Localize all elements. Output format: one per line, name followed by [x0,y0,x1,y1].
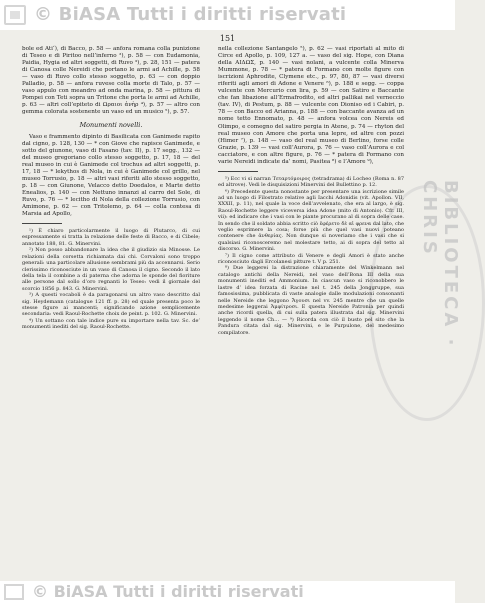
top-banner [0,0,455,30]
right-column [218,46,404,574]
footnote: ⁵) Ecc vi si narran Τεταρτόμοιρος (tetradrama) di Locheo (Roma n. 87 ed altrove). Vedi le disquisizioni Minervini del Bullettino p. 12. [218,175,404,189]
page-number: 151 [219,34,236,43]
paragraph: nella collezione Santangelo ⁵), p. 62 — vasi riportati al mito di Circe ed Apollo, p. 109, 127 a. — vaso del sig. Hope, con Diana della ΑΙΔΩΣ, p. 140 — vasi nolani, a vulcente colla Minerva Mummone, p. 78 — * patera di Formano con molte figure con iscrizioni Aphrodite, Clymene etc., p. 97, 80, 87 — vasi diversi riferiti agli amori di Adone e Venere ⁶), p. 188 e segg. — coppa vulcente con Mercurio con lira, p. 59 — con Satiro e Baccante che fan libazione all’Ermafrodito, ed altri pallikai nel verneccio (tav. IV), di Pestum, p. 88 — vulcente con Dioniso ed i Cabiri, p. 78 — con Bacco ed Arianna, p. 188 — con baccante avanza ad un nome tetto Ennomato, p. 48 — anfora volcea con Nereis ed Olimpo, e comegno del satiro pergia in Atene, p. 74 — rhyton del real museo con Amore che porta una lepre, ed altre con pozzi (Himer ⁷), p. 148 — vaso del real museo di Berlino, forse colle Grazie, p. 139 — vasi coll’Aurora, p. 76 — vaso coll’Aurora e col cacciatore, e con altre figure, p. 76 — * patera di Formano con varie Nereidi indicate da’ nomi, Pasitea ⁸) e l’Amore ⁹), [218,46,404,165]
footnote-divider [218,171,258,172]
left-column [22,46,200,574]
footnote: ¹) È chiaro particolarmente il luogo di Plutarco, di cui espressamente si tratta la relazione delle feste di Bacco, e di Cibele; annotato 188, 81. G. Minervini. [22,228,200,247]
footnote-divider [22,223,62,224]
footnote: ⁴) Un sottano con tale indice pure su importare nella tav. Sc. de’ monumenti inediti del sig. Raoul-Rochette. [22,317,200,331]
banner-copyright-text: © BiASA Tutti i diritti riservati [34,4,347,25]
paragraph: Vaso e frammento dipinto di Basilicata con Ganimede rapito dal cigno, p. 128, 130 — * con Giove che rapisce Ganimede, e sotto del giunone, vaso di Fasano (tav. II), p. 17 segg., 132 — del museo gregoriano collo stesso soggetto, p. 17, 18 — del real museo in cui è Ganimede col trochus ad altri soggetti, p. 17, 18 — * lekythos di Nola, in cui è Ganimede col grillo, nel museo Torrusio, p. 18 — altri vasi riferiti allo stesso soggetto, p. 18 — con Giunone, Velacco detto Doedalos, e Marte detto Enealios, p. 140 — con Nettuno innanzi al carro del Sole, di Ruvo, p. 76 — * lecitho di Nola della collezione Torrusio, con Amimone, p. 62 — con Tritolemo, p. 64 — colla contesa di Marsia ad Apollo, [22,133,200,218]
paragraph: bole ed Ati‘), di Bacco, p. 58 — anfora romana colla punizione di Teseo e di Piritoo nell’inferno ²), p. 58 — con Eudamonia, Paidia, Hygia ed altri soggetti, di Ruvo ³), p. 28, 151 — patera di Canosa colle Nereidi che portano le armi ad Achille, p. 58 — vaso di Ruvo collo stesso soggetto, p. 63 — con doppio Palladio, p. 58 — anfora ruvese colla morte di Talo, p. 57 — vaso appulo con meandro ad onda marina, p. 58 — pittura di Pompei con Teti sopra un Tritone che porta le armi ad Achille, p. 63 — altri coll’epiteto di Ωραιοι ἀνὴρ ⁴), p. 57 — altro con gemma colorata sostenente un vaso ed un musico ⁵), p. 57. [22,46,200,116]
library-watermark: BIBLIOTECA · CHRIS [419,180,461,349]
footnote: ³) A questi vocaboli è da paragonarsi un altro vaso descritto dal sig. Heydemann (catalogue 121 ff. p. 28) ed quale presenta poco le stesse figure ai mancenti; significando azione semplicemente secondaria: vedi Raoul-Rochette choix de peint. p. 102. G. Minervini. [22,292,200,318]
biasa-logo-icon [4,584,24,600]
footer-copyright-text: © BiASA Tutti i diritti riservati [32,582,304,601]
bottom-banner [0,581,455,603]
footnote: ⁶) Precedente questa nonostante per presentare una iscrizione simile ad un luogo di Filostrato relative agli Iacchi Adonidis (vit. Apollon. VII, XXXII, p. 11), nel quale la voce dell’avvelenato, che era al largo, è sig. Raoul-Rochette leggere viceversa idea Adone (mito di Antonio). Cfr. III, vii): ed indicare che i vasi con le piante procurano al di sopra delle case. In sendo che il soldato abbia scritto ciò ἐφέρετο δὲ αἰ φρενα dal lato, che veglio esprimere la cosa; forse più che quel vasi nuovi poteano contenere che ἀνθερίας. Non dunque si noveriamo che i vasi che si qualsiasi riconosceremo nel molestare tetto, ai di sopra del tetto al discorso. G. Minervini. [218,188,404,253]
footnote: ⁷) Il cigno come attributo di Venere e degli Amori è stato anche riconosciuto dagli Ercolanesi pitture t. V p. 251. [218,252,404,266]
biasa-logo-icon [4,5,26,25]
section-heading: Monumenti novelli. [79,121,143,130]
footnote: ⁸) Due leggerei la distrazione chiaramente del Winkelmann nel catalogo antichi della Nereidi, nel vaso dell’Bona III della sua monumenti inediti ed Ammonium. In ciascun vaso si riconobbero le lastre d’ idea forzata di Racine nel t. 245 della Jonggruppe, sua famosissima, pubblicata di vaste analogie dalle modulazioni consonanti nelle Nereide che leggono Ἄγουσι nel vv. 245 mentre che un quelle medesime leggerai Ἀμφίτροσι. E questa Nereide Patronia per quindi anche ricordi quella, di cui sulla patera illustrata dal sig. Minervini leggendo il nome Ch... — ⁹) Ricorda con ciò il busto pel sito che la Pandura citata dal sig. Minervini, e le Purpulone, del medesimo compilatore. [218,265,404,336]
footnote: ²) Non posso abbandonare la idea che il giudizio sia Minosse. Le relazioni della corsetta richiamata dai chi. Corvaloni sono troppo generali: una particolare allusione sembrami più da accennarsi. Serio clerissimo riconosciute in un vaso di Canosa il cigno. Secondo il lato della tela il combine a di paterna che adorna le sponde del fioriture alle persone dal sollo d’oro regnanti lo Teseo: vedi il giornale del scorcio 1856 p. 843. G. Minervini. [22,247,200,292]
